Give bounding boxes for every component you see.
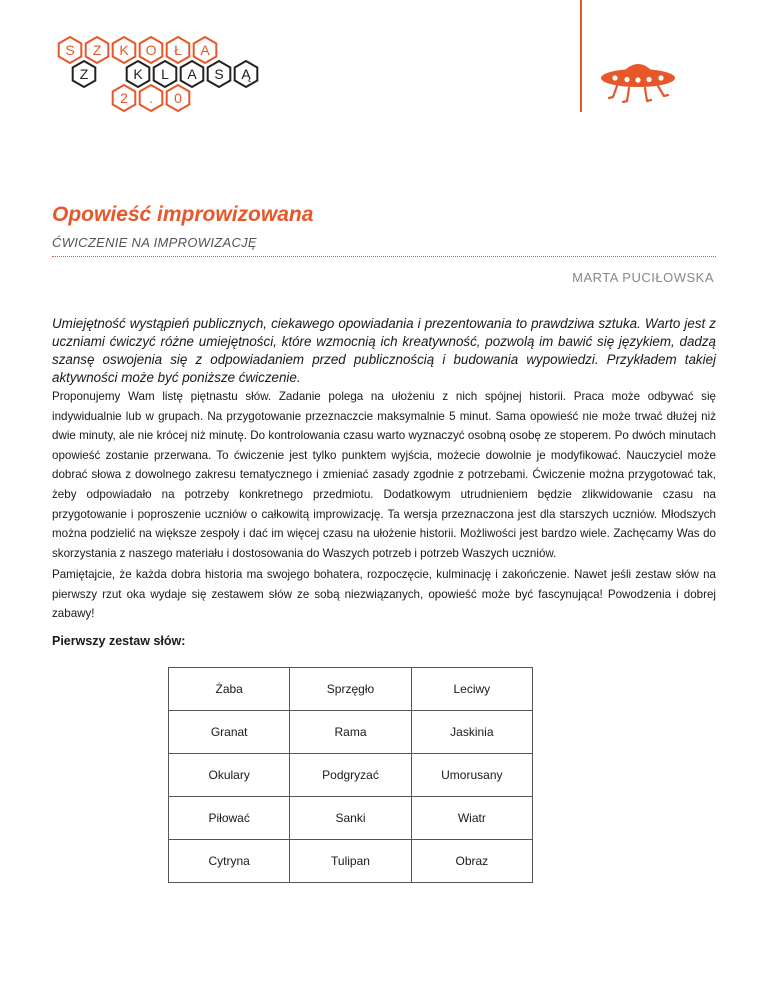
article-author: MARTA PUCIŁOWSKA <box>572 270 714 285</box>
word-cell: Cytryna <box>169 840 290 883</box>
logo-letter: Z <box>79 66 89 82</box>
word-cell: Umorusany <box>411 754 532 797</box>
logo-row-3 <box>113 85 190 111</box>
article-title: Opowieść improwizowana <box>52 203 314 226</box>
logo-letter: S <box>65 42 75 58</box>
logo-letter: . <box>149 90 153 106</box>
word-cell: Leciwy <box>411 668 532 711</box>
word-cell: Okulary <box>169 754 290 797</box>
table-row <box>169 797 533 840</box>
word-table <box>168 667 533 883</box>
dotted-divider <box>52 256 716 257</box>
lead-paragraph: Umiejętność wystąpień publicznych, ciekawego opowiadania i prezentowania to prawdziwa sztuka. Warto jest z uczniami ćwiczyć różne umiejętności, które wzmocnią ich kreatywność, pozwolą im bawić się językiem, dadzą szansę oswojenia się z odpowiadaniem przed publicznością i budowania wypowiedzi. Przykładem takiej aktywności może być poniższe ćwiczenie. <box>52 316 716 385</box>
logo-letter: K <box>119 42 129 58</box>
word-cell: Piłować <box>169 797 290 840</box>
word-cell: Granat <box>169 711 290 754</box>
ufo-icon <box>595 52 681 112</box>
word-cell: Obraz <box>411 840 532 883</box>
logo-letter: S <box>214 66 224 82</box>
word-cell: Żaba <box>169 668 290 711</box>
word-cell: Jaskinia <box>411 711 532 754</box>
table-row <box>169 711 533 754</box>
logo-letter: L <box>161 66 169 82</box>
logo-letter: K <box>133 66 143 82</box>
logo-letter: 0 <box>174 90 182 106</box>
logo-row-1 <box>59 37 217 63</box>
logo-letter: A <box>187 66 197 82</box>
table-row <box>169 754 533 797</box>
logo-letter: Ł <box>174 42 182 58</box>
header-divider <box>580 0 582 112</box>
school-logo <box>55 36 285 122</box>
word-cell: Sanki <box>290 797 411 840</box>
logo-letter: A <box>200 42 210 58</box>
word-set-heading: Pierwszy zestaw słów: <box>52 634 186 648</box>
logo-letter: 2 <box>120 90 128 106</box>
word-cell: Podgryzać <box>290 754 411 797</box>
body-paragraph-1: Proponujemy Wam listę piętnastu słów. Zadanie polega na ułożeniu z nich spójnej historii. Praca może odbywać się indywidualnie lub w grupach. Na przygotowanie przeznaczcie maksymalnie 5 minut. Sama opowieść nie może trwać dłużej niż dwie minuty, ale nie krócej niż minutę. Do kontrolowania czasu warto wyznaczyć osobną osobę ze stoperem. Po dwóch minutach opowieść zostanie przerwana. To ćwiczenie jest tylko punktem wyjścia, możecie dowolnie je modyfikować. Nauczyciel może dobrać słowa z dowolnego zakresu tematycznego i zmieniać zasady zgodnie z potrzebami. Ćwiczenie można przygotować tak, żeby odpowiadało na potrzeby konkretnego przedmiotu. Dodatkowym utrudnieniem będzie zlikwidowanie czasu na przygotowanie i poproszenie uczniów o całkowitą improwizację. Ta wersja przeznaczona jest dla starszych uczniów. Młodszych można podzielić na większe zespoły i dać im więcej czasu na ułożenie historii. Możliwości jest bardzo wiele. Zachęcamy Was do skorzystania z naszego materiału i dostosowania do Waszych potrzeb i potrzeb Waszych uczniów. <box>52 390 716 560</box>
word-cell: Wiatr <box>411 797 532 840</box>
word-cell: Rama <box>290 711 411 754</box>
word-cell: Tulipan <box>290 840 411 883</box>
logo-letter: O <box>145 42 157 58</box>
table-row <box>169 668 533 711</box>
logo-letter: Z <box>92 42 102 58</box>
body-paragraph-2: Pamiętajcie, że każda dobra historia ma swojego bohatera, rozpoczęcie, kulminację i zakończenie. Nawet jeśli zestaw słów na pierwszy rzut oka wydaje się zestawem słów ze sobą niezwiązanych, opowieść może być fascynująca! Powodzenia i dobrej zabawy! <box>52 568 716 621</box>
word-cell: Sprzęgło <box>290 668 411 711</box>
table-row <box>169 840 533 883</box>
logo-letter: Ą <box>241 66 251 82</box>
logo-row-2 <box>73 61 258 87</box>
article-subtitle: ĆWICZENIE NA IMPROWIZACJĘ <box>52 235 257 250</box>
